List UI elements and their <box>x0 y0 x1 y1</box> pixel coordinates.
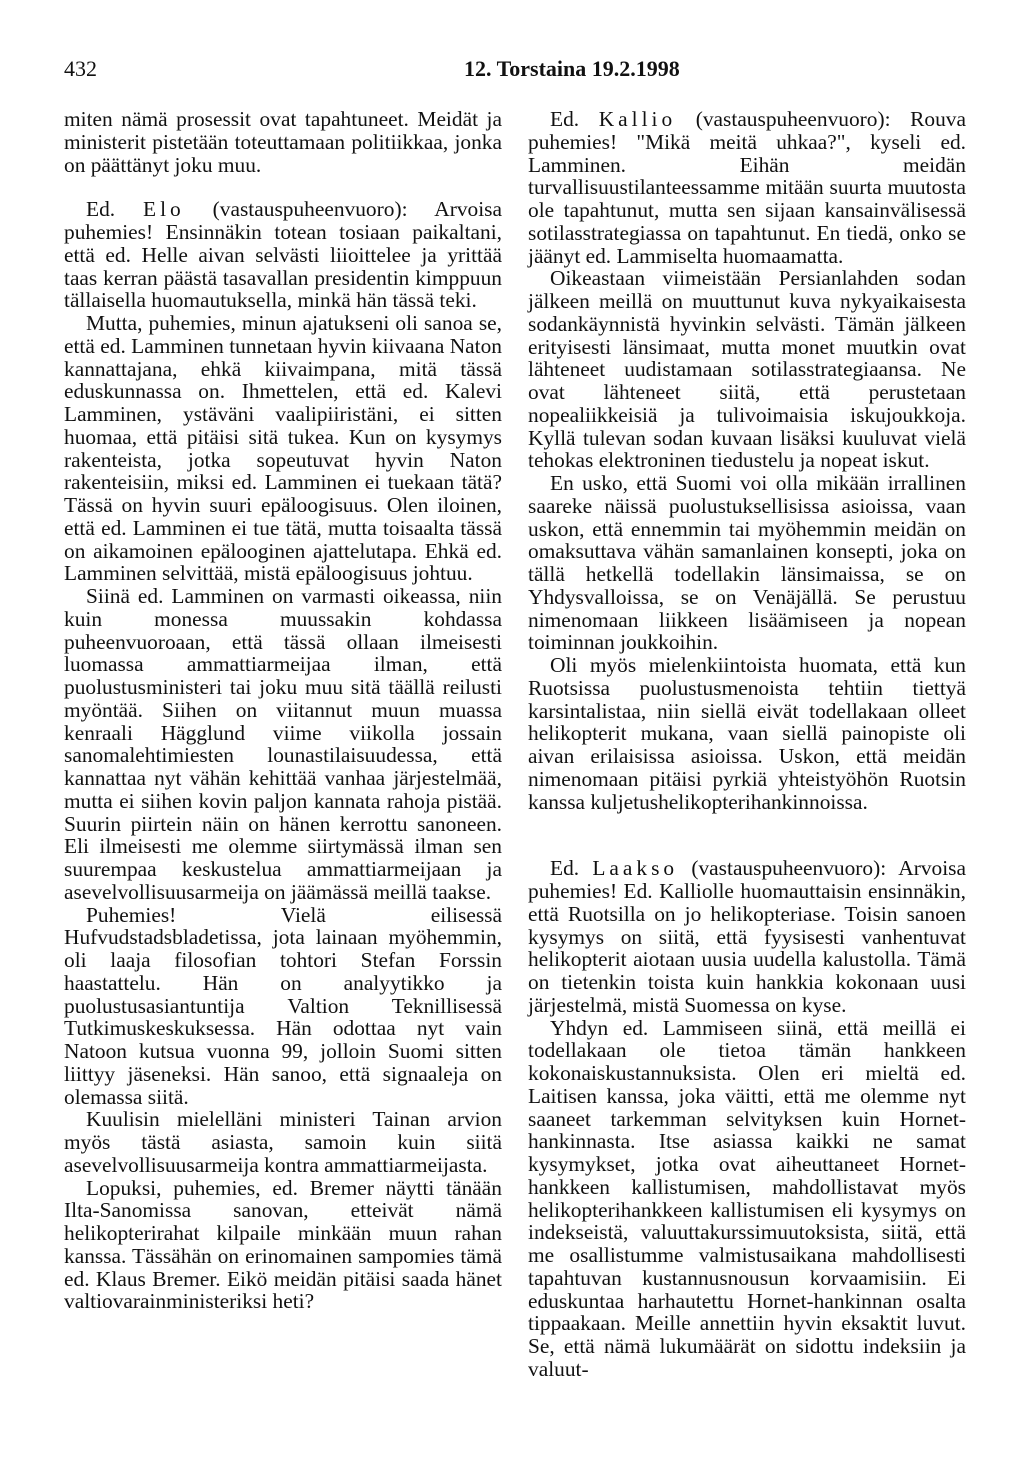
speaker-name: Elo <box>143 197 185 222</box>
paragraph: Oikeastaan viimeistään Persianlahden sodan jälkeen meillä on muuttunut kuva nykyaikaisesta sodankäynnistä hyvinkin selvästi. Tämän jälkeen erityisesti länsimaat, mutta monet muutkin ovat lähteneet uudistamaan sotilasstrategiaansa. Ne ovat lähteneet siitä, että perustetaan nopealiikkeisiä ja tulivoimaisia iskujoukkoja. Kyllä tulevan sodan kuvaan lisäksi kuuluvat vielä tehokas elektroninen tiedustelu ja nopeat iskut. <box>528 266 966 473</box>
paragraph: Siinä ed. Lamminen on varmasti oikeassa, niin kuin monessa muussakin kohdassa puheenvuoroaan, että tässä ollaan ilmeisesti luomassa ammattiarmeijaa ilman, että puolustusministeri tai joku muu sitä täällä reilusti myöntää. Siihen on viitannut muun muassa kenraali Hägglund viime viikolla jossain sanomalehtimiesten lounastilaisuudessa, että kannattaa nyt vähän kehittää vanhaa järjestelmää, mutta ei siihen kovin paljon kannata rahoja pistää. Suurin piirtein näin on hänen kerrottu sanoneen. Eli ilmeisesti me olemme siirtymässä ilman sen suurempaa keskustelua ammattiarmeijaan ja asevelvollisuusarmeija on jäämässä meillä taakse. <box>64 584 502 904</box>
paragraph: Yhdyn ed. Lammiseen siinä, että meillä ei todellakaan ole tietoa tämän hankkeen kokonaiskustannuksista. Olen eri mieltä ed. Laitisen kanssa, joka väitti, että me olemme nyt saaneet tarkemman selvityksen kuin Hornet-hankinnasta. Itse asiassa kaikki ne samat kysymykset, jotka ovat aiheuttaneet Hornet-hankkeen kallistumisen, mahdollistavat myös helikopterihankkeen kallistumisen eli kysymys on indekseistä, valuuttakurssimuutoksista, siitä, että me osallistumme valmistusaikana mahdollisesti tapahtuvan kustannusnousun korvaamisiin. Ei eduskuntaa harhautettu Hornet-hankinnan osalta tippaakaan. Meille annettiin hyvin eksaktit luvut. Se, että nämä lukumäärät on sidottu indeksiin ja valuut- <box>528 1015 966 1381</box>
paragraph: Mutta, puhemies, minun ajatukseni oli sanoa se, että ed. Lamminen tunnetaan hyvin kiivaana Naton kannattajana, ehkä kiivaimpana, mitä tässä eduskunnassa on. Ihmettelen, että ed. Kalevi Lamminen, ystäväni vaalipiiristäni, ei sitten huomaa, että pitäisi sitä tukea. Kun on kysymys rakenteista, jotka sopeutuvat hyvin Naton rakenteisiin, miksi ed. Lamminen ei tuekaan tätä? Tässä on hyvin suuri epäloogisuus. Olen iloinen, että ed. Lamminen ei tue tätä, mutta toisaalta tässä on aikamoinen epälooginen ajattelutapa. Ehkä ed. Lamminen selvittää, mistä epäloogisuus johtuu. <box>64 311 502 586</box>
speaker-paragraph <box>528 108 966 267</box>
right-column <box>528 108 966 1381</box>
speaker-paragraph <box>64 198 502 312</box>
paragraph: En usko, että Suomi voi olla mikään irrallinen saareke näissä puolustuksellisissa asioissa, vaan uskon, että ennemmin tai myöhemmin meidän on omaksuttava vähän samanlainen konsepti, joka on tällä hetkellä todellakin länsimaissa, se on Yhdysvalloissa, se on Venäjällä. Se perustuu nimenomaan liikkeen lisäämiseen ja nopean toiminnan joukkoihin. <box>528 471 966 655</box>
running-title: 12. Torstaina 19.2.1998 <box>464 56 680 81</box>
paragraph: Kuulisin mielelläni ministeri Tainan arvion myös tästä asiasta, samoin kuin siitä asevelvollisuusarmeija kontra ammattiarmeijasta. <box>64 1107 502 1177</box>
paragraph-text: (vastauspuheenvuoro): Arvoisa puhemies! Ensinnäkin totean tosiaan paikaltani, että ed. Helle aivan selvästi liioittelee ja yrittää taas kerran päästä tasavallan presidentin kimppuun tällaisella huomautuksella, minkä hän tässä teki. <box>64 197 502 313</box>
speaker-prefix: Ed. <box>86 197 116 222</box>
paragraph: Puhemies! Vielä eilisessä Hufvudstadsbladetissa, jota lainaan myöhemmin, oli laaja filosofian tohtori Stefan Forssin haastattelu. Hän on analyytikko ja puolustusasiantuntija Valtion Teknillisessä Tutkimuskeskuksessa. Hän odottaa nyt vain Natoon kutsua vuonna 99, jolloin Suomi sitten liittyy jäseneksi. Hän sanoo, että signaaleja on olemassa siitä. <box>64 902 502 1109</box>
speaker-prefix: Ed. <box>550 107 580 131</box>
speaker-prefix: Ed. <box>550 856 580 881</box>
speaker-paragraph <box>528 857 966 1016</box>
left-column <box>64 108 502 1313</box>
paragraph: Oli myös mielenkiintoista huomata, että kun Ruotsissa puolustusmenoista tehtiin tiettyä karsintalistaa, niin siellä eivät todellakaan olleet helikopterit mukana, vaan siellä painopiste oli aivan erilaisissa asioissa. Uskon, että meidän nimenomaan pitäisi pyrkiä yhteistyöhön Ruotsin kanssa kuljetushelikopterihankinnoissa. <box>528 653 966 814</box>
page-number: 432 <box>64 56 97 81</box>
speaker-name: Laakso <box>592 856 679 881</box>
page-header <box>64 46 966 86</box>
paragraph-text: (vastauspuheenvuoro): Arvoisa puhemies! Ed. Kalliolle huomauttaisin ensinnäkin, että Ruotsilla on jo helikopteriase. Toisin sanoen kysymys on siitä, että fyysisesti vanhentuvat helikopterit aiotaan uusia uudella kalustolla. Tämä on tietenkin toista kuin hankkia kokonaan uusi järjestelmä, mistä Suomessa on kyse. <box>528 856 966 1017</box>
paragraph: Lopuksi, puhemies, ed. Bremer näytti tänään Ilta-Sanomissa sanovan, etteivät nämä helikopterirahat kilpaile minkään muun rahan kanssa. Tässähän on erinomainen sampomies tämä ed. Klaus Bremer. Eikö meidän pitäisi saada hänet valtiovarainministeriksi heti? <box>64 1175 502 1314</box>
paragraph-text: (vastauspuheenvuoro): Rouva puhemies! "Mikä meitä uhkaa?", kyseli ed. Lamminen. Eihän meidän turvallisuustilanteessamme mitään suurta muutosta ole tapahtunut, mutta sen sijaan kansainvälisessä sotilasstrategiassa on tapahtunut. En tiedä, onko se jäänyt ed. Lammiselta huomaamatta. <box>528 107 966 268</box>
speaker-name: Kallio <box>598 107 677 131</box>
paragraph: miten nämä prosessit ovat tapahtuneet. Meidät ja ministerit pistetään toteuttamaan politiikkaa, jonka on päättänyt joku muu. <box>64 107 502 177</box>
